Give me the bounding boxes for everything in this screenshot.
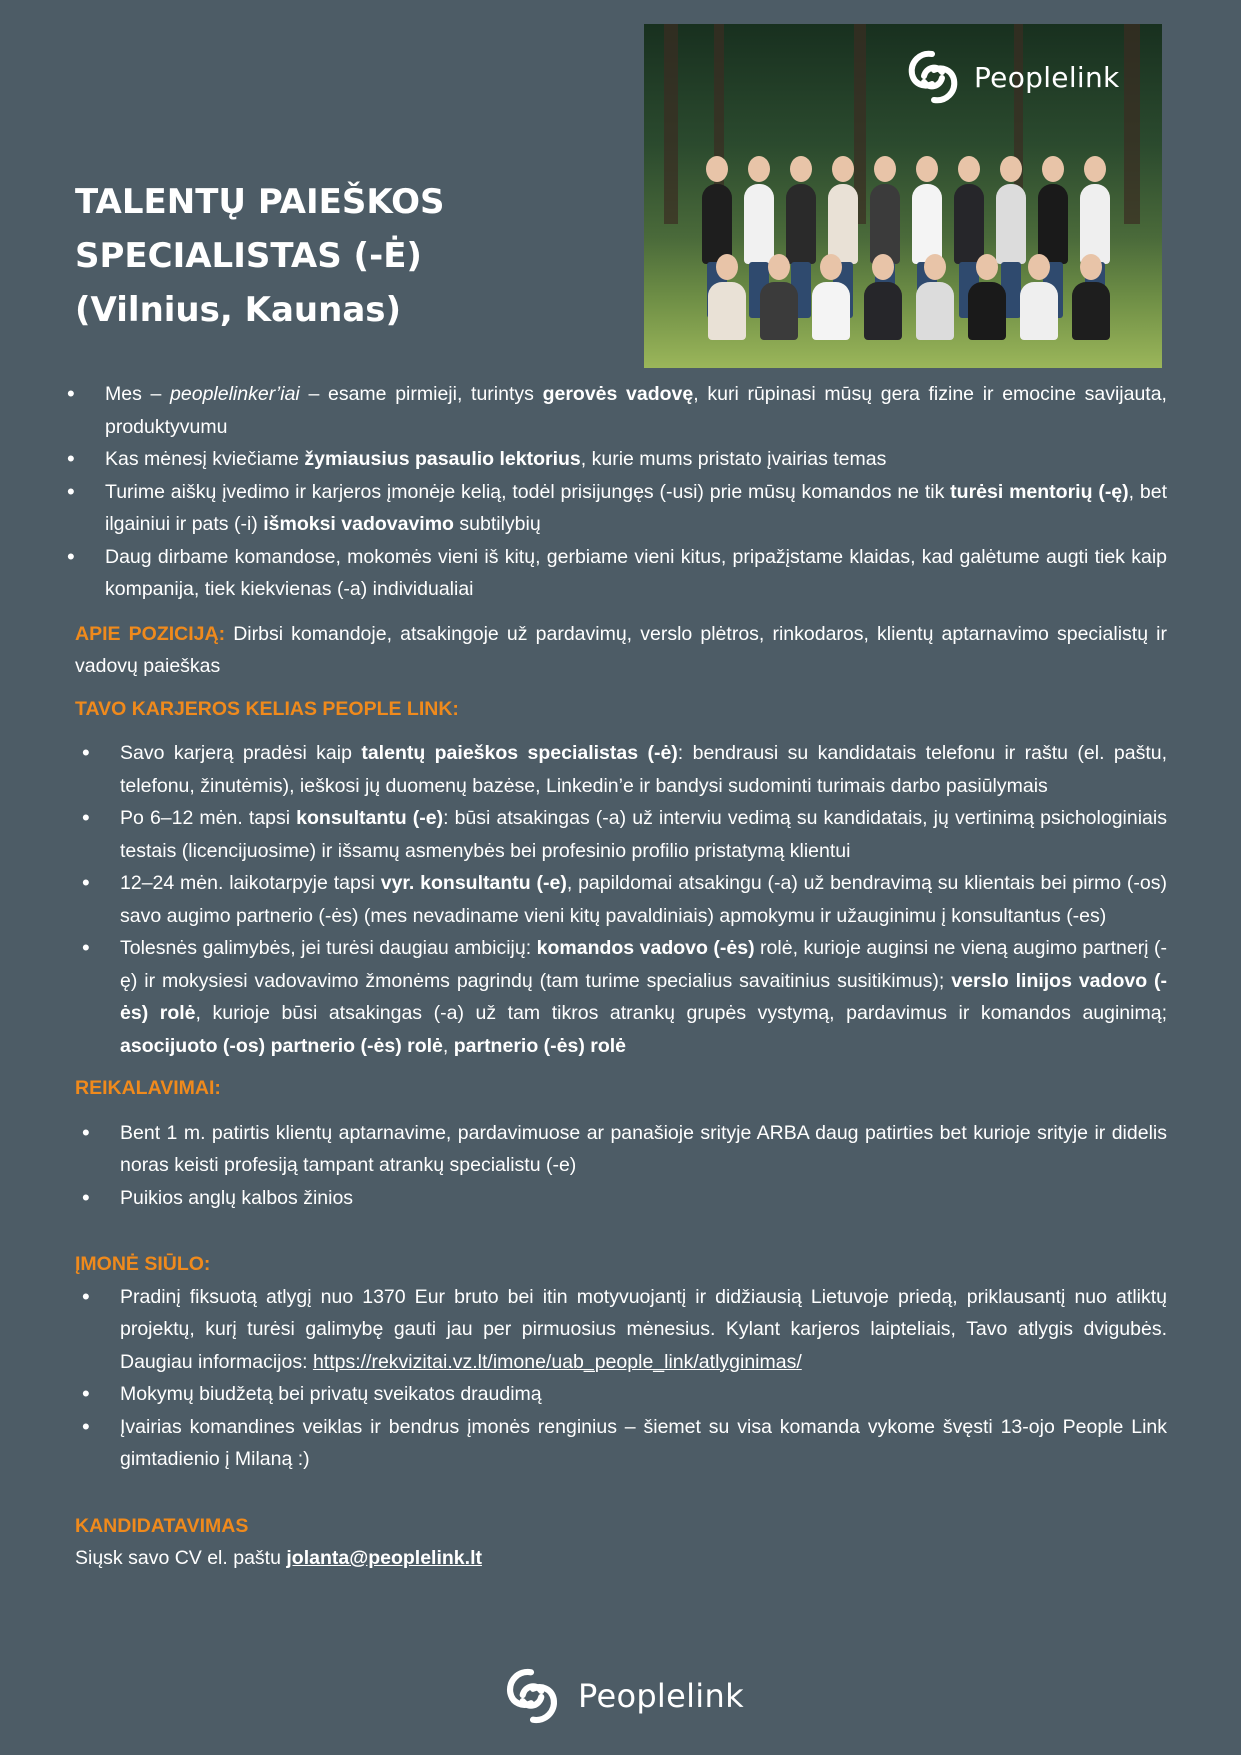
text-run: Įvairias komandines veiklas ir bendrus įmonės renginius – šiemet su visa komanda vykome švęsti 13-ojo People Link gimtadienio į Milaną :) — [120, 1415, 1167, 1470]
list-item — [75, 541, 1167, 606]
bold-text: žymiausius pasaulio lektorius — [304, 448, 581, 470]
team-member-head — [1080, 254, 1102, 280]
apply-text: Siųsk savo CV el. paštu — [75, 1547, 287, 1569]
text-run: , kuri rūpinasi mūsų gera fizine ir emocine savijauta, produktyvumu — [105, 383, 1167, 438]
team-member-head — [872, 254, 894, 280]
list-item — [75, 378, 1167, 443]
italic-text: peoplelinker’iai — [170, 383, 300, 405]
bold-text: partnerio (-ės) rolė — [453, 1034, 627, 1057]
text-run: Mes – — [105, 383, 171, 405]
bold-text: talentų paieškos specialistas (-ė) — [361, 742, 678, 764]
footer-logo-text: Peoplelink — [578, 1677, 744, 1715]
team-member — [760, 282, 798, 340]
team-member — [1038, 184, 1068, 264]
list-item — [75, 867, 1167, 932]
team-member-head — [916, 156, 938, 182]
page-title — [75, 175, 615, 337]
team-member-head — [924, 254, 946, 280]
list-item — [75, 932, 1167, 1062]
apply-heading: KANDIDATAVIMAS — [75, 1514, 249, 1537]
text-run: Puikios anglų kalbos žinios — [120, 1186, 354, 1209]
requirements-heading: REIKALAVIMAI: — [75, 1077, 221, 1099]
text-run: Kas mėnesį kviečiame — [105, 448, 305, 470]
job-content — [75, 378, 1167, 1575]
team-member-head — [1000, 156, 1022, 182]
bold-text: turėsi mentorių (-ę) — [950, 480, 1129, 503]
team-people — [694, 144, 1124, 354]
text-run: , — [442, 1034, 454, 1057]
text-run: subtilybių — [453, 513, 541, 535]
team-member-head — [832, 156, 854, 182]
team-member-head — [1028, 254, 1050, 280]
team-member-head — [820, 254, 842, 280]
text-run: Tolesnės galimybės, jei turėsi daugiau ambicijų: — [120, 937, 537, 959]
list-item — [75, 1281, 1167, 1379]
list-item — [75, 443, 1167, 476]
career-list — [75, 737, 1167, 1062]
bold-text: vyr. konsultantu (-e) — [380, 872, 567, 894]
team-member — [1080, 184, 1110, 264]
team-member — [812, 282, 850, 340]
photo-logo — [902, 46, 1120, 108]
apply-paragraph — [75, 1542, 1167, 1575]
list-item — [75, 802, 1167, 867]
team-member-head — [976, 254, 998, 280]
team-member — [968, 282, 1006, 340]
team-member-head — [1084, 156, 1106, 182]
photo-logo-text: Peoplelink — [974, 60, 1120, 94]
team-member — [702, 184, 732, 264]
text-run: , kurioje būsi atsakingas (-a) už tam tikros atrankų grupės vystymą, pardavimus ir komandos auginimą; — [195, 1002, 1167, 1024]
info-link[interactable]: https://rekvizitai.vz.lt/imone/uab_people_link/atlyginimas/ — [312, 1350, 802, 1373]
text-run: rolė, kurioje auginsi ne vieną augimo partnerį (-ę) ir mokysiesi vadovavimo žmonėms pagrindų (tam turime specialius savaitinius susitikimus); — [120, 937, 1167, 992]
bold-text: verslo linijos vadovo (-ės) rolė — [120, 969, 1167, 1024]
team-member-head — [706, 156, 728, 182]
list-item — [75, 1182, 1167, 1215]
list-item — [75, 476, 1167, 541]
team-member — [916, 282, 954, 340]
career-heading: TAVO KARJEROS KELIAS PEOPLE LINK: — [75, 697, 459, 720]
team-member — [996, 184, 1026, 264]
list-item — [75, 1378, 1167, 1411]
text-run: , bet ilgainiui ir pats (-i) — [105, 480, 1167, 535]
team-member-head — [716, 254, 738, 280]
about-text: Dirbsi komandoje, atsakingoje už pardavimų, verslo plėtros, rinkodaros, klientų aptarnavimo specialistų ir vadovų paieškas — [75, 622, 1167, 677]
text-run: : būsi atsakingas (-a) už interviu vedimą su kandidatais, jų vertinimą psichologiniais testais (licencijuosime) ir išsamų asmenybės bei profesinio profilio pristatymą klientui — [120, 807, 1167, 862]
team-member-head — [768, 254, 790, 280]
peoplelink-logo-icon — [902, 46, 964, 108]
team-member-head — [874, 156, 896, 182]
text-run: Daug dirbame komandose, mokomės vieni iš kitų, gerbiame vieni kitus, pripažįstame klaidas, kad galėtume augti tiek kaip kompanija, tiek kiekvienas (-a) individualiai — [105, 545, 1167, 600]
list-item — [75, 737, 1167, 802]
team-member-head — [958, 156, 980, 182]
requirements-list — [75, 1117, 1167, 1215]
team-member-head — [748, 156, 770, 182]
offers-heading: ĮMONĖ SIŪLO: — [75, 1253, 211, 1275]
list-item — [75, 1117, 1167, 1182]
team-member — [708, 282, 746, 340]
team-member-head — [1042, 156, 1064, 182]
peoplelink-logo-icon — [500, 1664, 564, 1728]
text-run: Mokymų biudžetą bei privatų sveikatos draudimą — [120, 1383, 542, 1405]
text-run: Savo karjerą pradėsi kaip — [120, 742, 362, 764]
text-run: Po 6–12 mėn. tapsi — [120, 807, 297, 829]
team-member — [744, 184, 774, 264]
text-run: Turime aiškų įvedimo ir karjeros įmonėje kelią, todėl prisijungęs (-usi) prie mūsų komandos ne tik — [105, 480, 951, 503]
team-member-head — [790, 156, 812, 182]
team-photo — [644, 24, 1162, 368]
about-heading: APIE POZICIJĄ: — [75, 622, 226, 645]
title-line-2: SPECIALISTAS (-Ė) — [75, 236, 422, 276]
team-member — [864, 282, 902, 340]
about-paragraph — [75, 618, 1167, 683]
team-member — [1072, 282, 1110, 340]
text-run: : bendrausi su kandidatais telefonu ir raštu (el. paštu, telefonu, žinutėmis), ieškosi jų duomenų bazėse, Linkedin’e ir bandysi sudominti turimais darbo pasiūlymais — [120, 742, 1167, 797]
bold-text: komandos vadovo (-ės) — [536, 937, 755, 959]
text-run: Bent 1 m. patirtis klientų aptarnavime, pardavimuose ar panašioje srityje ARBA daug patirties bet kurioje srityje ir didelis noras keisti profesiją tampant atrankų specialistu (-e) — [120, 1121, 1167, 1176]
bold-text: konsultantu (-e) — [296, 807, 444, 829]
team-member — [954, 184, 984, 264]
bold-text: gerovės vadovę — [542, 383, 694, 405]
team-member — [870, 184, 900, 264]
title-line-3: (Vilnius, Kaunas) — [75, 290, 402, 330]
text-run: 12–24 mėn. laikotarpyje tapsi — [120, 872, 381, 894]
team-member — [912, 184, 942, 264]
team-member — [1020, 282, 1058, 340]
offers-list — [75, 1281, 1167, 1476]
footer-logo — [500, 1664, 744, 1728]
apply-email-link[interactable]: jolanta@peoplelink.lt — [286, 1547, 482, 1569]
text-run: – esame pirmieji, turintys — [299, 383, 543, 405]
text-run: , papildomai atsakingu (-a) už bendravimą su klientais bei pirmo (-os) savo augimo partnerio (-ės) (mes nevadiname vieni kitų pavaldiniais) apmokymu ir užauginimu į konsultantus (-es) — [120, 872, 1168, 927]
text-run: Pradinį fiksuotą atlygį nuo 1370 Eur bruto bei itin motyvuojantį ir didžiausią Lietuvoje priedą, priklausantį nuo atliktų projektų, kurį turėsi galimybę gauti jau per pirmuosius mėnesius. Kylant karjeros laipteliais, Tavo atlygis dvigubės. Daugiau informacijos: — [120, 1285, 1167, 1373]
bold-text: išmoksi vadovavimo — [263, 513, 454, 535]
list-item — [75, 1411, 1167, 1476]
intro-list — [75, 378, 1167, 606]
title-line-1: TALENTŲ PAIEŠKOS — [75, 182, 445, 222]
text-run: , kurie mums pristato įvairias temas — [580, 448, 887, 470]
team-member — [828, 184, 858, 264]
bold-text: asocijuoto (-os) partnerio (-ės) rolė — [120, 1034, 443, 1057]
team-member — [786, 184, 816, 264]
